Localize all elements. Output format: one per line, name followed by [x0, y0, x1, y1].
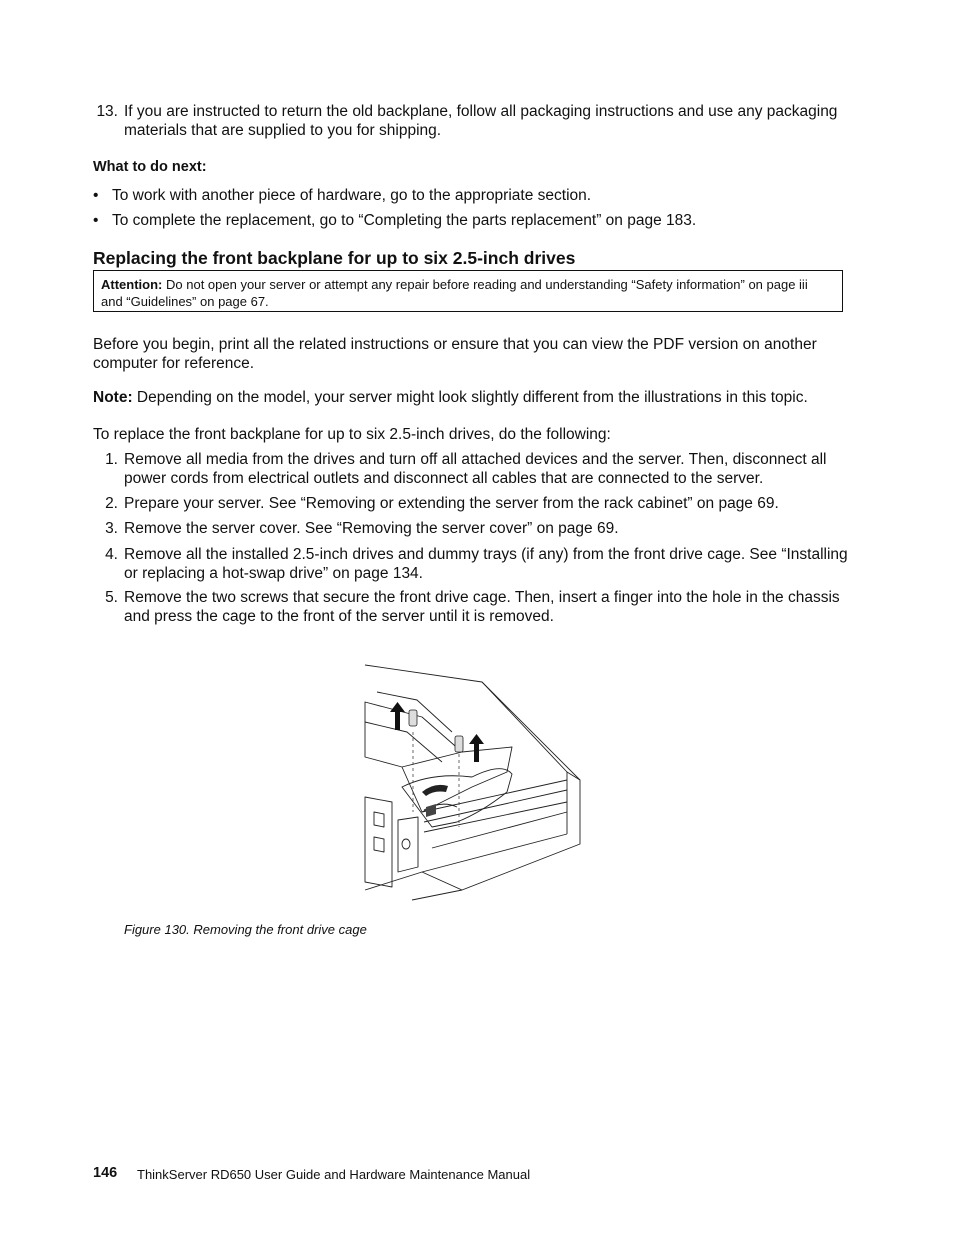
page-number: 146	[93, 1165, 118, 1181]
attention-text: Do not open your server or attempt any repair before reading and understanding “Safety information” on page iii and “Guidelines” on page 67.	[101, 277, 808, 309]
step-3-text: Remove the server cover. See “Removing the server cover” on page 69.	[124, 520, 619, 537]
step-13-number: 13.	[96, 103, 118, 120]
attention-notice	[101, 276, 831, 310]
drive-cage-illustration	[362, 662, 582, 902]
note-paragraph	[93, 388, 843, 407]
note-label: Note:	[93, 389, 133, 406]
intro-paragraph: To replace the front backplane for up to six 2.5-inch drives, do the following:	[93, 426, 611, 443]
step-5-number: 5.	[105, 589, 118, 606]
step-2-text: Prepare your server. See “Removing or extending the server from the rack cabinet” on page 69.	[124, 495, 779, 512]
note-text: Depending on the model, your server might look slightly different from the illustrations in this topic.	[136, 389, 808, 406]
step-4-text: Remove all the installed 2.5-inch drives and dummy trays (if any) from the front drive cage. See “Installing or replacing a hot-swap drive” on page 134.	[124, 546, 848, 582]
bullet-dot: •	[93, 212, 99, 229]
what-to-do-next-heading: What to do next:	[93, 159, 207, 175]
step-5-text: Remove the two screws that secure the front drive cage. Then, insert a finger into the hole in the chassis and press the cage to the front of the server until it is removed.	[124, 589, 840, 625]
before-you-begin-paragraph: Before you begin, print all the related instructions or ensure that you can view the PDF version on another computer for reference.	[93, 336, 817, 372]
attention-label: Attention:	[101, 277, 163, 292]
step-1-text: Remove all media from the drives and turn off all attached devices and the server. Then, disconnect all power cords from electrical outlets and disconnect all cables that are connected to the server.	[124, 451, 827, 487]
step-4-number: 4.	[105, 546, 118, 563]
document-title: ThinkServer RD650 User Guide and Hardware Maintenance Manual	[137, 1167, 531, 1182]
step-1-number: 1.	[105, 451, 118, 468]
figure-caption: Figure 130. Removing the front drive cage	[124, 922, 367, 937]
bullet-dot: •	[93, 187, 99, 204]
bullet-text: To work with another piece of hardware, go to the appropriate section.	[112, 187, 592, 204]
step-13-text: If you are instructed to return the old backplane, follow all packaging instructions and use any packaging materials that are supplied to you for shipping.	[124, 103, 838, 139]
section-title: Replacing the front backplane for up to six 2.5-inch drives	[93, 248, 576, 268]
step-2-number: 2.	[105, 495, 118, 512]
attention-box	[93, 270, 843, 312]
bullet-text: To complete the replacement, go to “Completing the parts replacement” on page 183.	[112, 212, 697, 229]
step-3-number: 3.	[105, 520, 118, 537]
